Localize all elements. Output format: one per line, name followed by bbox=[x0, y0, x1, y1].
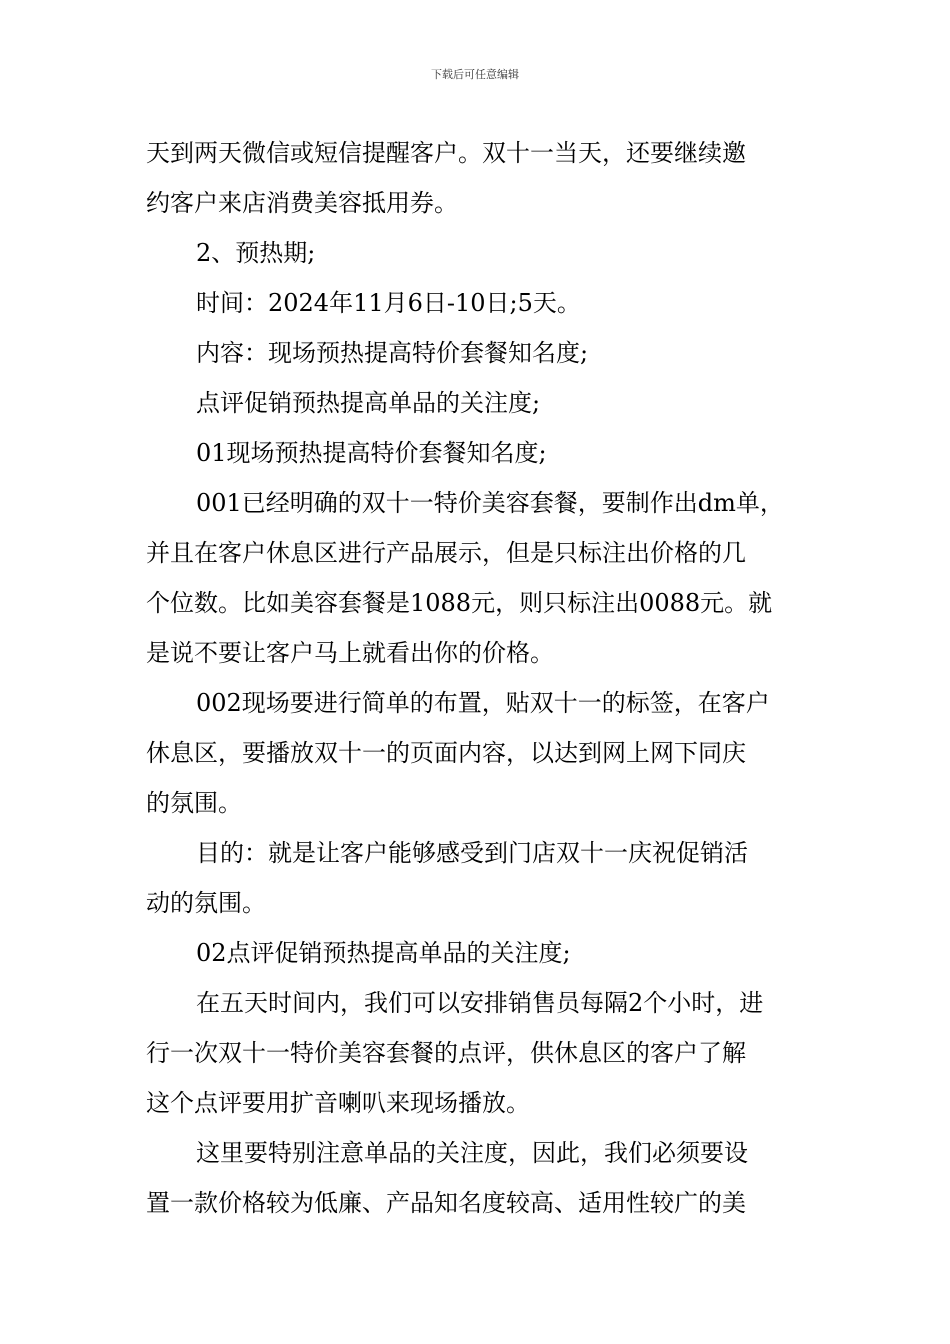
paragraph-line: 这个点评要用扩音喇叭来现场播放。 bbox=[146, 1089, 530, 1117]
paragraph-line: 点评促销预热提高单品的关注度; bbox=[196, 389, 541, 417]
paragraph-line: 个位数。比如美容套餐是1088元，则只标注出0088元。就 bbox=[146, 589, 773, 617]
paragraph-line: 002现场要进行简单的布置，贴双十一的标签，在客户 bbox=[196, 689, 770, 717]
paragraph-line: 2、预热期; bbox=[196, 239, 316, 267]
paragraph-line: 01现场预热提高特价套餐知名度; bbox=[196, 439, 547, 467]
paragraph-line: 时间：2024年11月6日-10日;5天。 bbox=[196, 289, 581, 317]
paragraph-line: 并且在客户休息区进行产品展示，但是只标注出价格的几 bbox=[146, 539, 746, 567]
paragraph-line: 目的：就是让客户能够感受到门店双十一庆祝促销活 bbox=[196, 839, 748, 867]
paragraph-line: 的氛围。 bbox=[146, 789, 242, 817]
paragraph-line: 约客户来店消费美容抵用券。 bbox=[146, 189, 458, 217]
paragraph-line: 内容：现场预热提高特价套餐知名度; bbox=[196, 339, 589, 367]
page-header: 下载后可任意编辑 bbox=[431, 68, 519, 81]
paragraph-line: 动的氛围。 bbox=[146, 889, 266, 917]
paragraph-line: 在五天时间内，我们可以安排销售员每隔2个小时，进 bbox=[196, 989, 764, 1017]
paragraph-line: 置一款价格较为低廉、产品知名度较高、适用性较广的美 bbox=[146, 1189, 746, 1217]
paragraph-line: 这里要特别注意单品的关注度，因此，我们必须要设 bbox=[196, 1139, 748, 1167]
paragraph-line: 天到两天微信或短信提醒客户。双十一当天，还要继续邀 bbox=[146, 139, 746, 167]
paragraph-line: 行一次双十一特价美容套餐的点评，供休息区的客户了解 bbox=[146, 1039, 746, 1067]
document-body bbox=[146, 128, 836, 1228]
paragraph-line: 休息区，要播放双十一的页面内容，以达到网上网下同庆 bbox=[146, 739, 746, 767]
paragraph-line: 是说不要让客户马上就看出你的价格。 bbox=[146, 639, 554, 667]
paragraph-line: 02点评促销预热提高单品的关注度; bbox=[196, 939, 571, 967]
paragraph-line: 001已经明确的双十一特价美容套餐，要制作出dm单， bbox=[196, 489, 784, 517]
